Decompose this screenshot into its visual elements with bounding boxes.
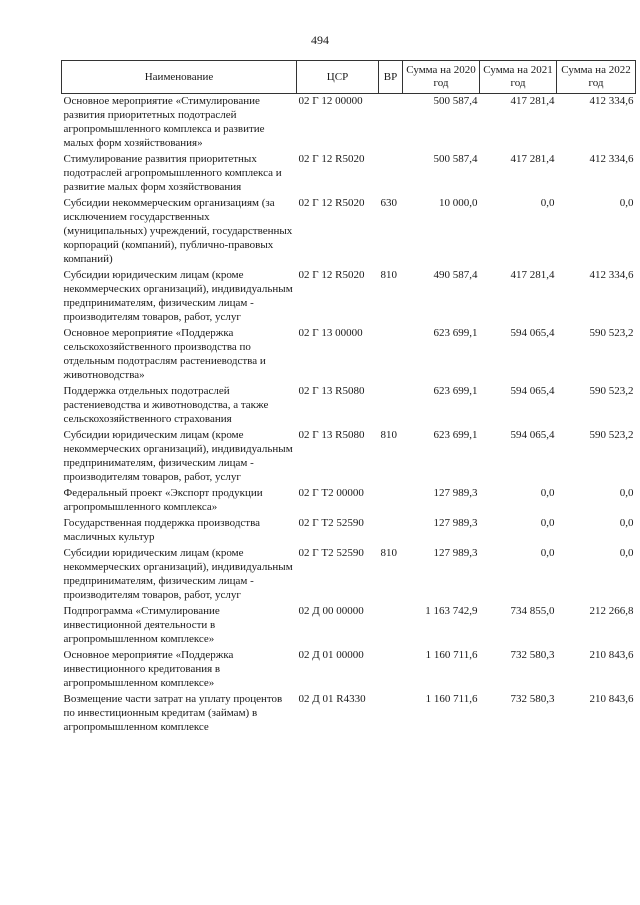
table-row — [62, 486, 636, 516]
header-csr: ЦСР — [297, 61, 379, 94]
row-vr: 810 — [380, 429, 397, 441]
row-sum-2020: 10 000,0 — [439, 197, 478, 209]
row-sum-2022: 212 266,8 — [589, 605, 634, 617]
row-sum-2021: 0,0 — [540, 197, 555, 209]
row-vr — [379, 326, 403, 384]
row-csr: 02 Г 12 R5020 — [298, 153, 365, 165]
row-vr — [379, 604, 403, 648]
row-sum-2020: 1 160 711,6 — [425, 693, 478, 705]
row-sum-2021: 417 281,4 — [510, 269, 555, 281]
row-sum-2020: 500 587,4 — [433, 153, 478, 165]
row-csr: 02 Д 01 R4330 — [298, 693, 366, 705]
table-row — [62, 268, 636, 326]
row-csr: 02 Г 12 R5020 — [298, 197, 365, 209]
table-row — [62, 648, 636, 692]
header-vr: ВР — [379, 61, 403, 94]
row-vr: 810 — [380, 269, 397, 281]
table-row — [62, 692, 636, 736]
row-sum-2021: 417 281,4 — [510, 153, 555, 165]
row-sum-2020: 623 699,1 — [433, 385, 478, 397]
row-sum-2022: 0,0 — [619, 197, 634, 209]
row-csr: 02 Г 13 00000 — [298, 327, 363, 339]
row-csr: 02 Г 13 R5080 — [298, 385, 365, 397]
row-name: Подпрограмма «Стимулирование инвестиционной деятельности в агропромышленном комплексе» — [63, 605, 220, 645]
row-name: Поддержка отдельных подотраслей растениеводства и животноводства, а также сельскохозяйственного страхования — [63, 385, 269, 425]
row-sum-2020: 1 163 742,9 — [425, 605, 478, 617]
table-row — [62, 326, 636, 384]
row-sum-2020: 490 587,4 — [433, 269, 478, 281]
row-sum-2021: 0,0 — [540, 547, 555, 559]
row-sum-2022: 0,0 — [619, 487, 634, 499]
row-sum-2020: 127 989,3 — [433, 517, 478, 529]
row-vr — [379, 692, 403, 736]
header-sum-2021: Сумма на 2021 год — [480, 61, 557, 94]
header-name: Наименование — [62, 61, 297, 94]
row-name: Субсидии юридическим лицам (кроме некоммерческих организаций), индивидуальным предпринимателям, физическим лицам - производителям товаров, работ, услуг — [63, 547, 293, 601]
row-csr: 02 Д 00 00000 — [298, 605, 364, 617]
row-sum-2022: 0,0 — [619, 547, 634, 559]
header-row — [62, 61, 636, 94]
row-sum-2021: 732 580,3 — [510, 693, 555, 705]
row-sum-2022: 412 334,6 — [589, 95, 634, 107]
row-sum-2022: 210 843,6 — [589, 693, 634, 705]
row-sum-2021: 0,0 — [540, 517, 555, 529]
row-csr: 02 Г 13 R5080 — [298, 429, 365, 441]
row-name: Стимулирование развития приоритетных подотраслей агропромышленного комплекса и развитие малых форм хозяйствования — [63, 153, 282, 193]
row-sum-2020: 623 699,1 — [433, 327, 478, 339]
row-name: Основное мероприятие «Поддержка сельскохозяйственного производства по отдельным подотраслям растениеводства и животноводства» — [63, 327, 266, 381]
row-name: Федеральный проект «Экспорт продукции агропромышленного комплекса» — [63, 487, 263, 513]
row-sum-2021: 732 580,3 — [510, 649, 555, 661]
row-sum-2020: 127 989,3 — [433, 547, 478, 559]
row-sum-2022: 412 334,6 — [589, 153, 634, 165]
row-sum-2020: 1 160 711,6 — [425, 649, 478, 661]
row-sum-2022: 0,0 — [619, 517, 634, 529]
row-name: Основное мероприятие «Поддержка инвестиционного кредитования в агропромышленном комплексе» — [63, 649, 234, 689]
row-sum-2022: 590 523,2 — [589, 385, 634, 397]
row-sum-2020: 623 699,1 — [433, 429, 478, 441]
row-sum-2021: 594 065,4 — [510, 385, 555, 397]
header-sum-2022: Сумма на 2022 год — [557, 61, 636, 94]
row-sum-2022: 590 523,2 — [589, 429, 634, 441]
row-sum-2021: 734 855,0 — [510, 605, 555, 617]
table-body — [62, 94, 636, 737]
row-sum-2021: 0,0 — [540, 487, 555, 499]
table-row — [62, 196, 636, 268]
row-name: Государственная поддержка производства масличных культур — [63, 517, 261, 543]
table-row — [62, 94, 636, 153]
row-csr: 02 Г 12 R5020 — [298, 269, 365, 281]
row-vr — [379, 516, 403, 546]
row-vr: 630 — [380, 197, 397, 209]
row-sum-2022: 210 843,6 — [589, 649, 634, 661]
header-sum-2020: Сумма на 2020 год — [403, 61, 480, 94]
row-name: Субсидии некоммерческим организациям (за исключением государственных (муниципальных) учреждений, государственных корпораций (компаний), публично-правовых компаний) — [63, 197, 293, 265]
row-sum-2020: 127 989,3 — [433, 487, 478, 499]
row-name: Основное мероприятие «Стимулирование развития приоритетных подотраслей агропромышленного комплекса и развитие малых форм хозяйствования» — [63, 95, 265, 149]
row-sum-2021: 594 065,4 — [510, 429, 555, 441]
row-sum-2022: 590 523,2 — [589, 327, 634, 339]
row-csr: 02 Г Т2 52590 — [298, 547, 364, 559]
table-row — [62, 428, 636, 486]
row-vr — [379, 152, 403, 196]
row-sum-2021: 417 281,4 — [510, 95, 555, 107]
row-vr — [379, 486, 403, 516]
row-csr: 02 Г Т2 00000 — [298, 487, 364, 499]
page-number: 494 — [311, 33, 329, 47]
table-row — [62, 546, 636, 604]
table-header — [62, 61, 636, 94]
budget-table — [61, 60, 636, 736]
row-csr: 02 Г 12 00000 — [298, 95, 363, 107]
row-name: Субсидии юридическим лицам (кроме некоммерческих организаций), индивидуальным предпринимателям, физическим лицам - производителям товаров, работ, услуг — [63, 269, 293, 323]
row-vr: 810 — [380, 547, 397, 559]
row-sum-2020: 500 587,4 — [433, 95, 478, 107]
row-name: Субсидии юридическим лицам (кроме некоммерческих организаций), индивидуальным предпринимателям, физическим лицам - производителям товаров, работ, услуг — [63, 429, 293, 483]
table-row — [62, 384, 636, 428]
row-sum-2022: 412 334,6 — [589, 269, 634, 281]
row-csr: 02 Д 01 00000 — [298, 649, 364, 661]
row-vr — [379, 648, 403, 692]
table-row — [62, 604, 636, 648]
row-vr — [379, 384, 403, 428]
row-name: Возмещение части затрат на уплату процентов по инвестиционным кредитам (займам) в агропромышленном комплексе — [63, 693, 283, 733]
row-vr — [379, 94, 403, 153]
table-row — [62, 152, 636, 196]
row-csr: 02 Г Т2 52590 — [298, 517, 364, 529]
row-sum-2021: 594 065,4 — [510, 327, 555, 339]
table-row — [62, 516, 636, 546]
